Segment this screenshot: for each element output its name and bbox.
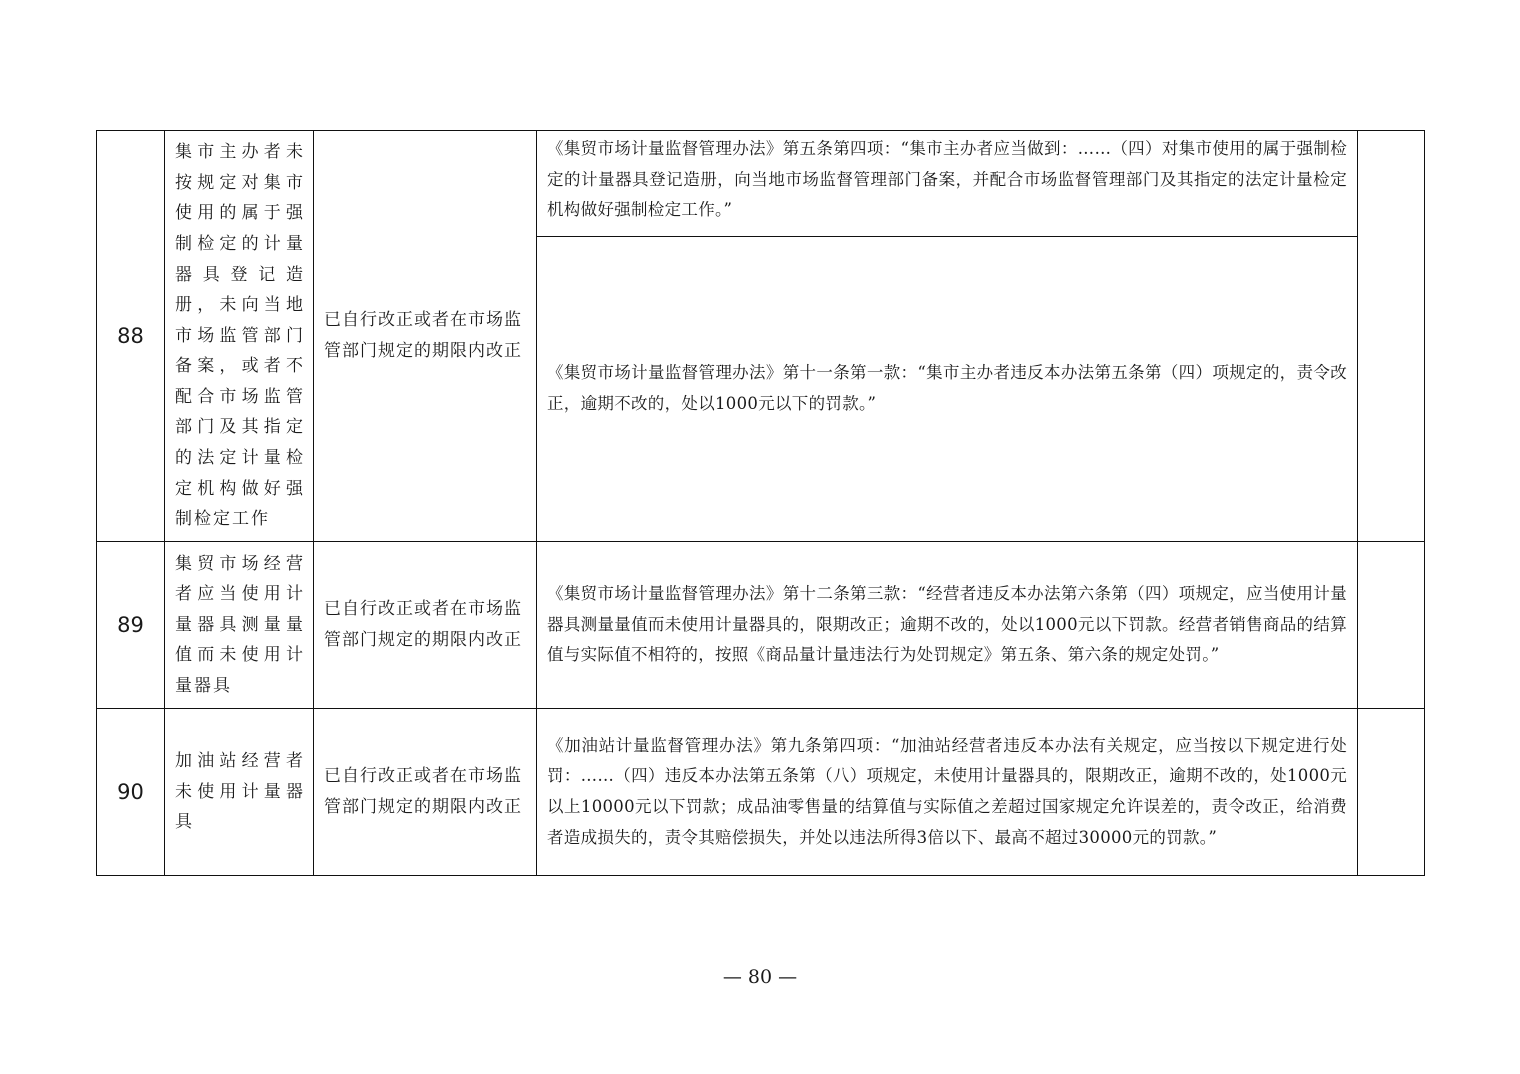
remarks-cell	[1358, 542, 1425, 709]
measures-table	[96, 130, 1425, 876]
legal-basis: 《集贸市场计量监督管理办法》第十二条第三款：“经营者违反本办法第六条第（四）项规定，应当使用计量器具测量量值而未使用计量器具的，限期改正；逾期不改的，处以1000元以下罚款。经营者销售商品的结算值与实际值不相符的，按照《商品量计量违法行为处罚规定》第五条、第六条的规定处罚。”	[537, 542, 1358, 709]
remarks-cell	[1358, 709, 1425, 876]
table-row	[97, 709, 1425, 876]
remarks-cell	[1358, 131, 1425, 542]
exemption-condition: 已自行改正或者在市场监管部门规定的期限内改正	[314, 709, 537, 876]
table-row	[97, 542, 1425, 709]
row-number: 89	[97, 542, 165, 709]
page-number: — 80 —	[722, 966, 798, 988]
table-row	[97, 131, 1425, 237]
violation-description: 集贸市场经营者应当使用计量器具测量量值而未使用计量器具	[165, 542, 314, 709]
exemption-condition: 已自行改正或者在市场监管部门规定的期限内改正	[314, 131, 537, 542]
legal-basis: 《集贸市场计量监督管理办法》第五条第四项：“集市主办者应当做到：……（四）对集市使用的属于强制检定的计量器具登记造册，向当地市场监督管理部门备案，并配合市场监督管理部门及其指定的法定计量检定机构做好强制检定工作。”	[537, 131, 1358, 237]
row-number: 90	[97, 709, 165, 876]
violation-description: 集市主办者未按规定对集市使用的属于强制检定的计量器具登记造册，未向当地市场监管部门备案，或者不配合市场监管部门及其指定的法定计量检定机构做好强制检定工作	[165, 131, 314, 542]
legal-basis: 《加油站计量监督管理办法》第九条第四项：“加油站经营者违反本办法有关规定，应当按以下规定进行处罚：……（四）违反本办法第五条第（八）项规定，未使用计量器具的，限期改正，逾期不改的，处1000元以上10000元以下罚款；成品油零售量的结算值与实际值之差超过国家规定允许误差的，责令改正，给消费者造成损失的，责令其赔偿损失，并处以违法所得3倍以下、最高不超过30000元的罚款。”	[537, 709, 1358, 876]
violation-description: 加油站经营者未使用计量器具	[165, 709, 314, 876]
row-number: 88	[97, 131, 165, 542]
legal-basis: 《集贸市场计量监督管理办法》第十一条第一款：“集市主办者违反本办法第五条第（四）项规定的，责令改正，逾期不改的，处以1000元以下的罚款。”	[537, 237, 1358, 542]
exemption-condition: 已自行改正或者在市场监管部门规定的期限内改正	[314, 542, 537, 709]
